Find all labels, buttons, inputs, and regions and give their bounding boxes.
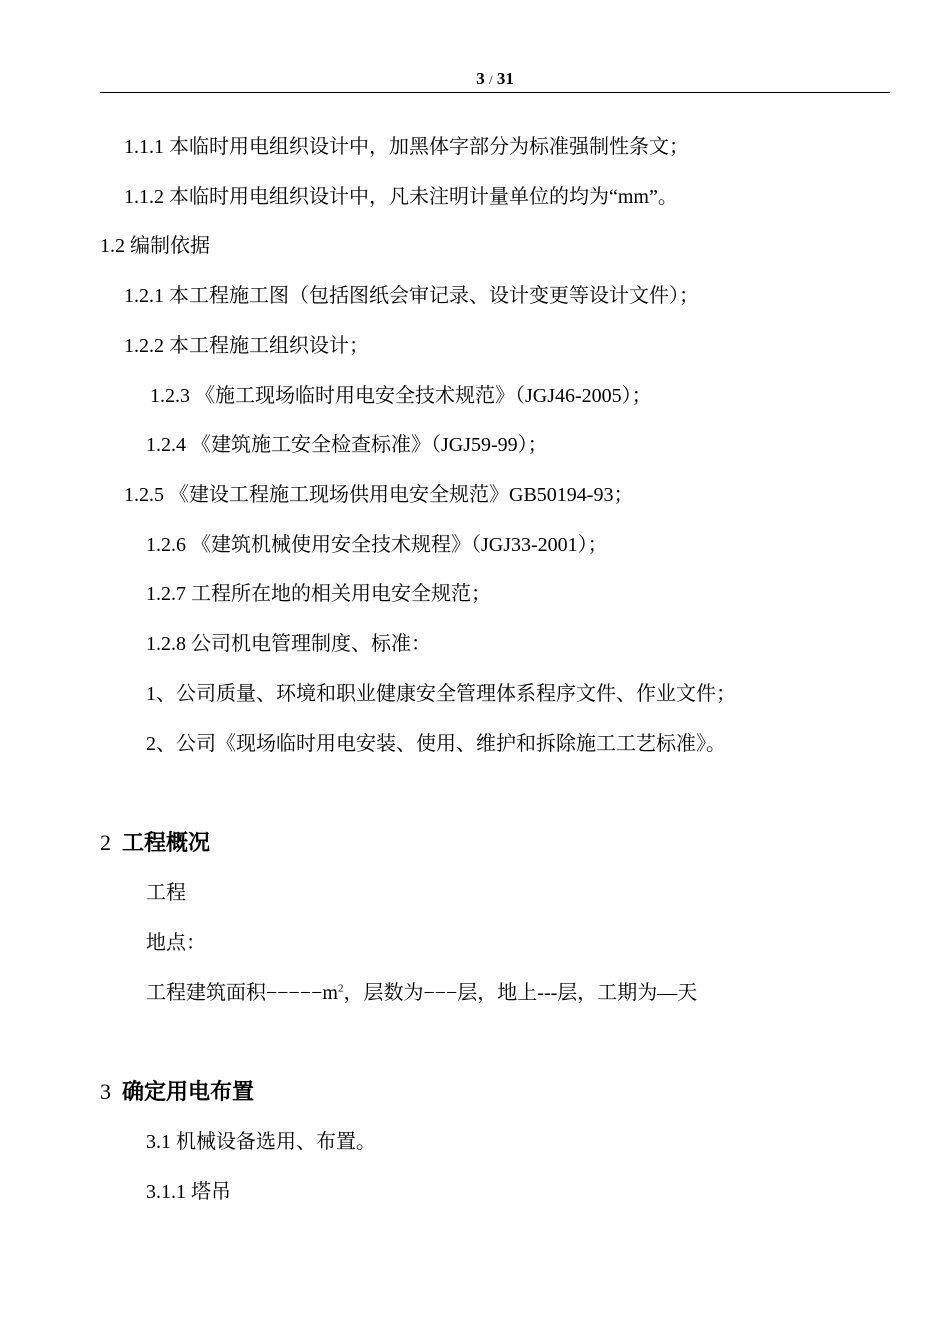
clause-1-2-2: 1.2.2 本工程施工组织设计； — [124, 335, 369, 357]
page-number-total: 31 — [496, 69, 514, 88]
list-item-2: 2、公司《现场临时用电安装、使用、维护和拆除施工工艺标准》。 — [146, 733, 726, 755]
page-number-current: 3 — [476, 69, 485, 88]
section-3-heading — [100, 1078, 254, 1106]
clause-1-2-7: 1.2.7 工程所在地的相关用电安全规范； — [146, 583, 491, 605]
clause-1-2-5: 1.2.5 《建设工程施工现场供用电安全规范》GB50194-93； — [124, 484, 634, 506]
page-header — [100, 66, 890, 93]
clause-1-1-2: 1.1.2 本临时用电组织设计中，凡未注明计量单位的均为“mm”。 — [124, 186, 678, 208]
project-area-line — [146, 979, 697, 1007]
project-name-line: 工程 — [146, 882, 186, 904]
section-2-title: 工程概况 — [122, 830, 211, 855]
area-suffix: ，层数为−−−层，地上---层，工期为—天 — [343, 982, 698, 1004]
clause-1-2-8: 1.2.8 公司机电管理制度、标准： — [146, 633, 431, 655]
clause-3-1: 3.1 机械设备选用、布置。 — [146, 1131, 376, 1153]
project-location-line: 地点： — [146, 932, 206, 954]
section-3-title: 确定用电布置 — [122, 1079, 255, 1104]
section-1-2-heading: 1.2 编制依据 — [100, 235, 210, 257]
section-3-number: 3 — [100, 1079, 111, 1104]
area-superscript: 2 — [337, 982, 344, 995]
clause-1-2-6: 1.2.6 《建筑机械使用安全技术规程》（JGJ33-2001）； — [146, 534, 608, 556]
page-number-separator: / — [488, 72, 493, 87]
clause-1-2-1: 1.2.1 本工程施工图（包括图纸会审记录、设计变更等设计文件）； — [124, 285, 699, 307]
section-2-number: 2 — [100, 830, 111, 855]
list-item-1: 1、公司质量、环境和职业健康安全管理体系程序文件、作业文件； — [146, 683, 736, 705]
section-2-heading — [100, 829, 210, 857]
clause-1-1-1: 1.1.1 本临时用电组织设计中，加黑体字部分为标准强制性条文； — [124, 136, 689, 158]
clause-1-2-4: 1.2.4 《建筑施工安全检查标准》（JGJ59-99）； — [146, 434, 548, 456]
clause-1-2-3: 1.2.3 《施工现场临时用电安全技术规范》（JGJ46-2005）； — [150, 385, 652, 407]
area-prefix: 工程建筑面积−−−−−m — [146, 982, 338, 1004]
clause-3-1-1: 3.1.1 塔吊 — [146, 1181, 231, 1203]
